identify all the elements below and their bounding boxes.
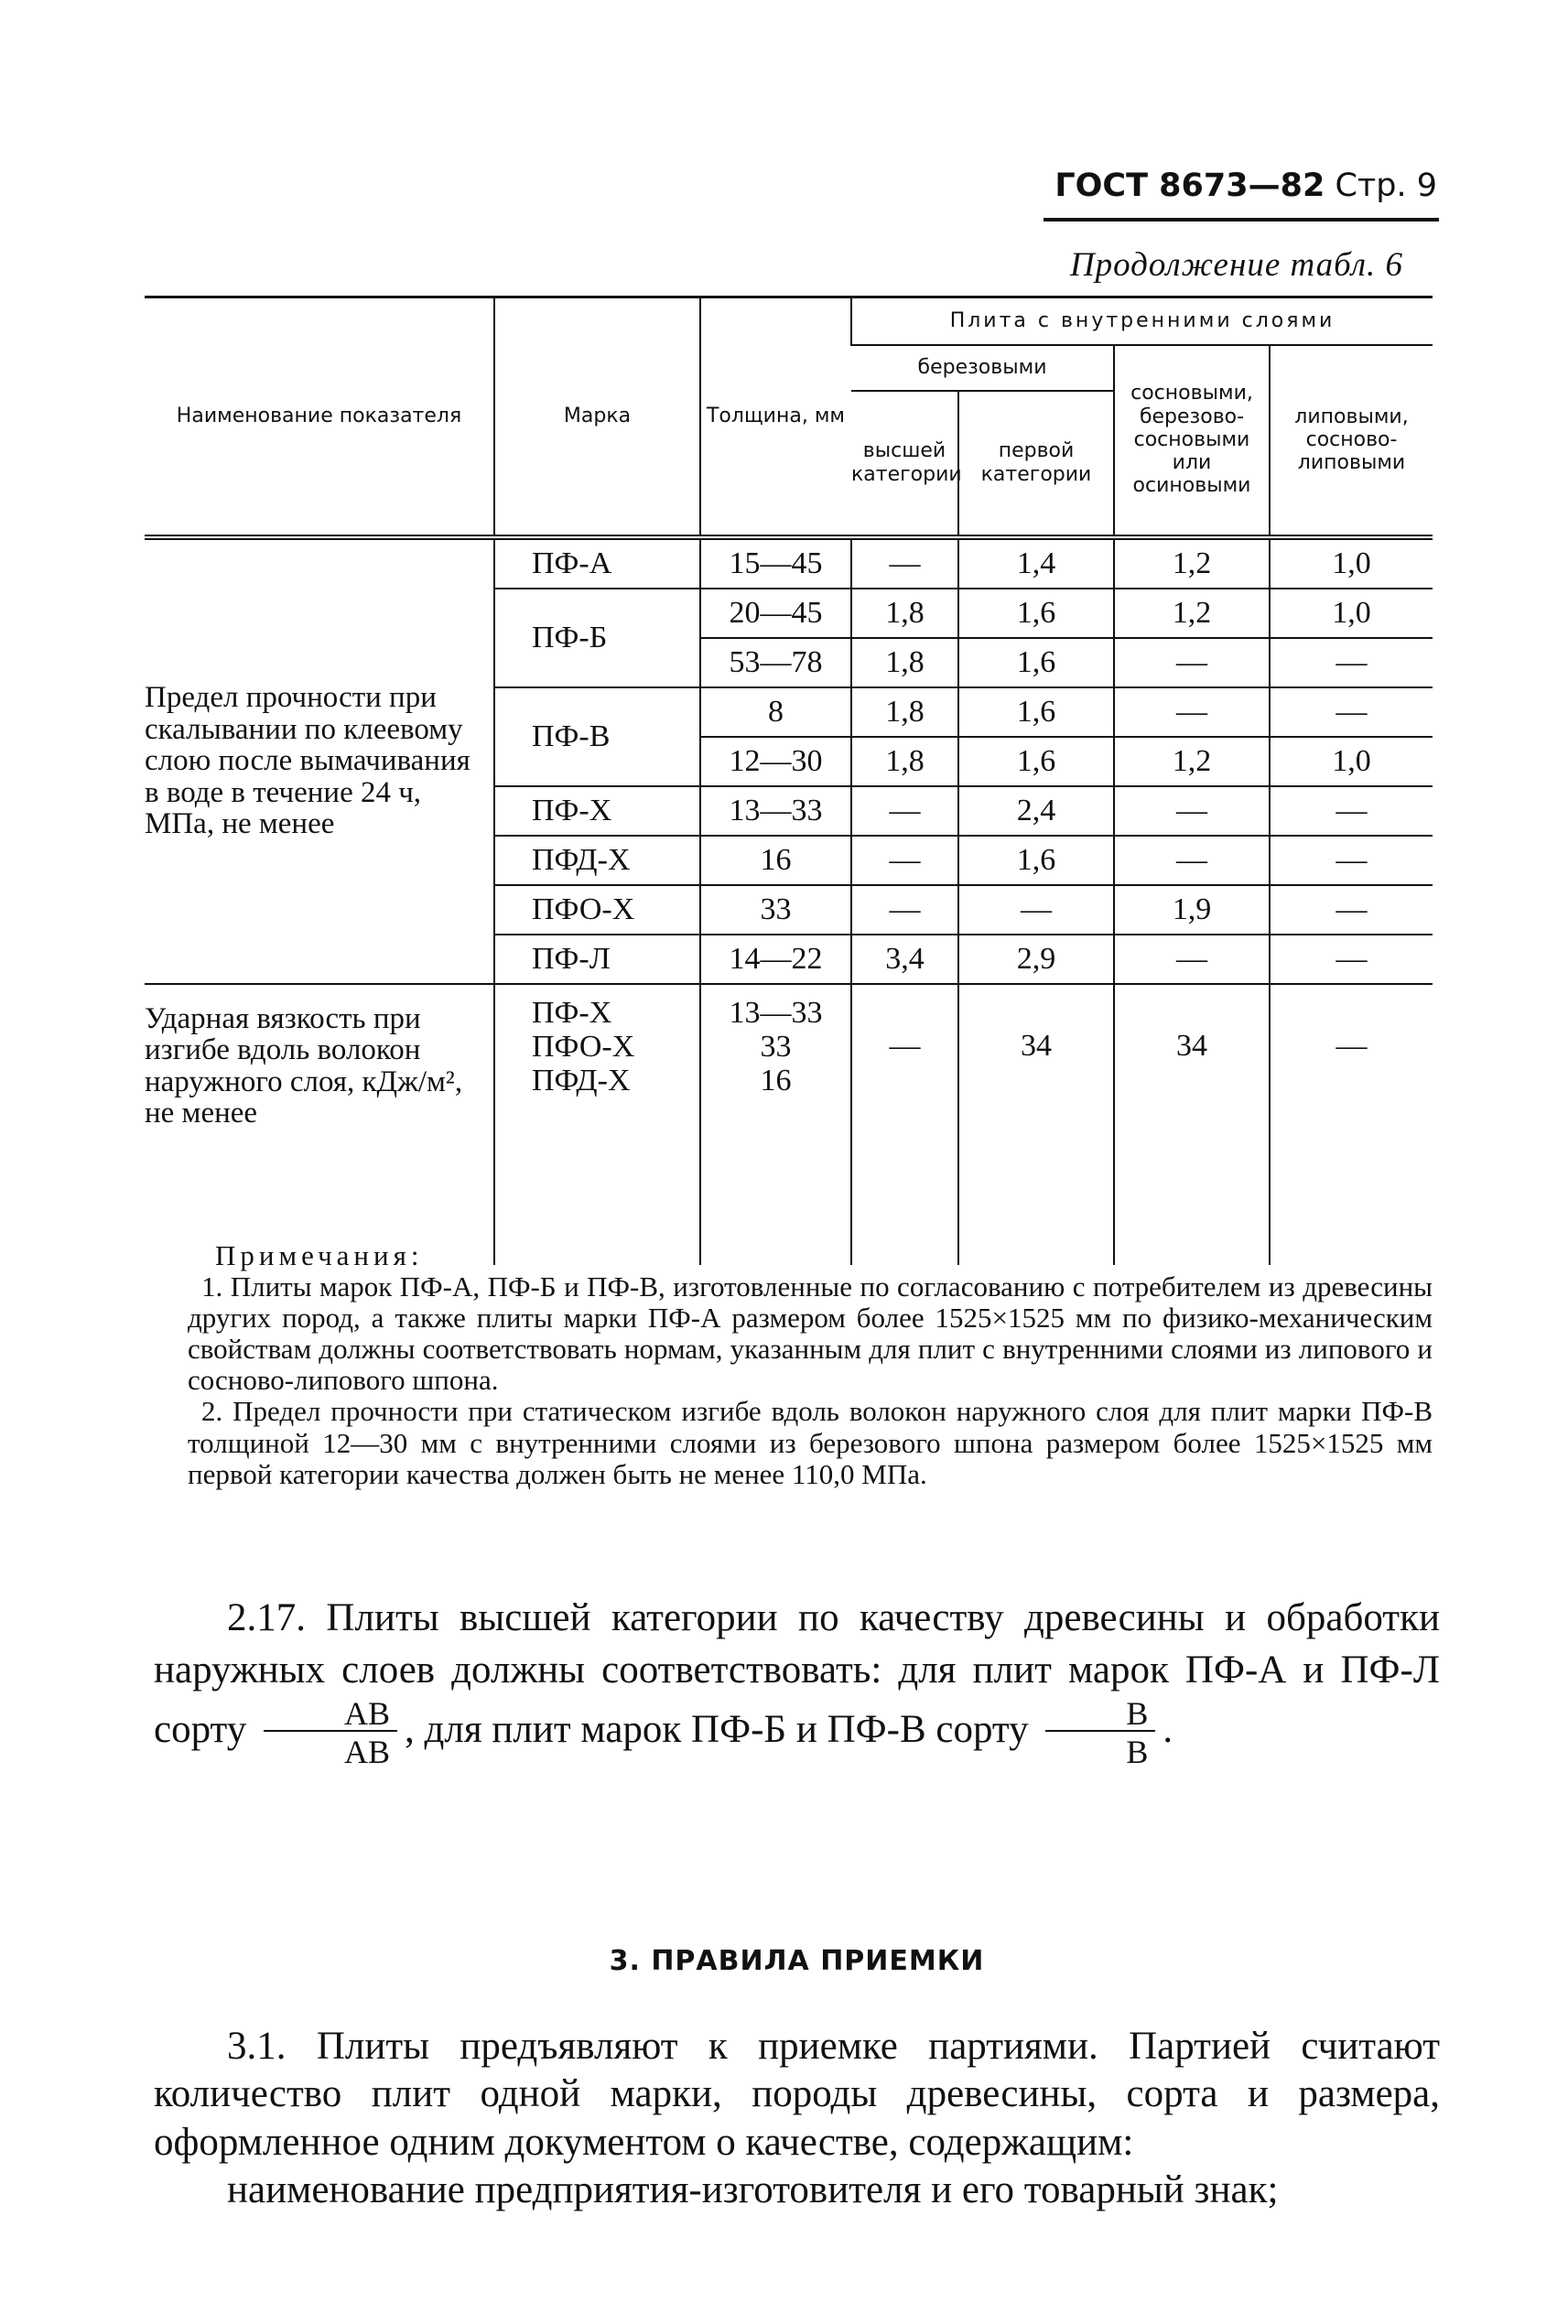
cell-linden: —: [1270, 935, 1433, 984]
col-header-pine: сосновыми, березово-сосновыми или осиновыми: [1114, 345, 1270, 537]
cell-first: 2,9: [958, 935, 1114, 984]
note-1: 1. Плиты марок ПФ-А, ПФ-Б и ПФ-В, изготовленные по согласованию с потребителем из древесины других пород, а также плиты марки ПФ-А размером более 1525×1525 мм по физико-механическим свойствам должны соответствовать нормам, указанным для плит с внутренними слоями из липового и сосново-липового шпона.: [188, 1270, 1433, 1397]
cell-pine: 1,9: [1114, 885, 1270, 935]
indicator-impact-strength: Ударная вязкость при изгибе вдоль волокон наружного слоя, кДж/м², не менее: [145, 1001, 463, 1130]
cell-linden: —: [1270, 984, 1433, 1265]
col-header-first-category: первой категории: [958, 391, 1114, 537]
col-header-top-category: высшей категории: [851, 391, 958, 537]
clause-2-17-text-b: , для плит марок ПФ-Б и ПФ-В сорту: [405, 1707, 1029, 1751]
grade-fraction-ab: [264, 1694, 397, 1770]
cell-mark: ПФ-В: [494, 687, 700, 786]
cell-top: 1,8: [851, 638, 958, 687]
cell-mark: ПФД-Х: [494, 836, 700, 885]
cell-pine: —: [1114, 836, 1270, 885]
cell-top: —: [851, 537, 958, 589]
cell-thickness: 53—78: [700, 638, 851, 687]
cell-top: 1,8: [851, 589, 958, 638]
section-3-body: [154, 2023, 1440, 2215]
table-6: [145, 296, 1433, 1265]
cell-top: —: [851, 836, 958, 885]
header-rule: [1044, 218, 1439, 222]
clause-2-17-text-a: 2.17. Плиты высшей категории по качеству древесины и обработки наружных слоев должны соответствовать: для плит марок ПФ-А и ПФ-Л сорту: [154, 1596, 1440, 1751]
cell-first: 1,6: [958, 737, 1114, 786]
col-header-linden: липовыми, сосново-липовыми: [1270, 345, 1433, 537]
cell-first: 1,6: [958, 589, 1114, 638]
cell-linden: 1,0: [1270, 589, 1433, 638]
cell-pine: —: [1114, 786, 1270, 836]
col-header-birch: березовыми: [851, 345, 1114, 391]
table-notes: [188, 1240, 1433, 1490]
cell-pine: —: [1114, 638, 1270, 687]
cell-thickness: 16: [700, 836, 851, 885]
cell-first: 1,6: [958, 638, 1114, 687]
cell-first: 1,6: [958, 687, 1114, 737]
fraction-numerator: В: [1045, 1697, 1155, 1732]
cell-top: —: [851, 984, 958, 1265]
cell-top: 3,4: [851, 935, 958, 984]
cell-thickness: 13—33: [729, 995, 823, 1030]
indicator-shear-strength: Предел прочности при скалывании по клеевому слою после вымачивания в воде в течение 24 ч, МПа, не менее: [145, 537, 494, 984]
cell-mark: ПФ-Х: [532, 995, 612, 1030]
clause-3-1-item: наименование предприятия-изготовителя и его товарный знак;: [227, 2168, 1279, 2212]
cell-thickness: 15—45: [700, 537, 851, 589]
cell-thickness: 33: [760, 1029, 792, 1064]
cell-linden: —: [1270, 836, 1433, 885]
cell-pine: —: [1114, 935, 1270, 984]
cell-mark: ПФ-А: [494, 537, 700, 589]
page-header: [952, 168, 1437, 204]
table-row: [145, 537, 1433, 589]
clause-3-1: 3.1. Плиты предъявляют к приемке партиями. Партией считают количество плит одной марки, породы древесины, сорта и размера, оформленное одним документом о качестве, содержащим:: [154, 2025, 1440, 2164]
cell-first: —: [958, 885, 1114, 935]
cell-thickness-list: [700, 984, 851, 1265]
cell-linden: —: [1270, 885, 1433, 935]
col-header-mark: Марка: [494, 297, 700, 537]
notes-title: Примечания:: [215, 1239, 424, 1271]
cell-pine: —: [1114, 687, 1270, 737]
fraction-denominator: АВ: [344, 1733, 391, 1770]
cell-first: 34: [958, 984, 1114, 1265]
cell-mark: ПФ-Б: [494, 589, 700, 687]
grade-fraction-b: [1045, 1694, 1155, 1770]
cell-linden: 1,0: [1270, 737, 1433, 786]
cell-top: —: [851, 786, 958, 836]
section-title: 3. ПРАВИЛА ПРИЕМКИ: [609, 1945, 985, 1977]
cell-linden: —: [1270, 638, 1433, 687]
cell-mark: ПФ-Х: [494, 786, 700, 836]
cell-thickness: 13—33: [700, 786, 851, 836]
clause-2-17: [154, 1593, 1440, 1768]
cell-thickness: 33: [700, 885, 851, 935]
fraction-numerator: АВ: [264, 1697, 397, 1732]
cell-first: 1,4: [958, 537, 1114, 589]
fraction-denominator: В: [1126, 1733, 1149, 1770]
cell-pine: 1,2: [1114, 737, 1270, 786]
cell-top: 1,8: [851, 737, 958, 786]
page-number: Стр. 9: [1335, 168, 1437, 204]
col-header-thickness: Толщина, мм: [700, 297, 851, 537]
cell-first: 1,6: [958, 836, 1114, 885]
standard-number: ГОСТ 8673—82: [1054, 168, 1325, 204]
cell-linden: —: [1270, 786, 1433, 836]
col-header-indicator: Наименование показателя: [145, 297, 494, 537]
cell-thickness: 14—22: [700, 935, 851, 984]
cell-top: 1,8: [851, 687, 958, 737]
cell-thickness: 8: [700, 687, 851, 737]
cell-pine: 1,2: [1114, 589, 1270, 638]
cell-thickness: 12—30: [700, 737, 851, 786]
col-header-plate: Плита с внутренними слоями: [851, 297, 1433, 345]
cell-mark: ПФД-Х: [532, 1064, 631, 1098]
cell-thickness: 16: [760, 1064, 792, 1098]
cell-linden: 1,0: [1270, 537, 1433, 589]
cell-linden: —: [1270, 687, 1433, 737]
note-2: 2. Предел прочности при статическом изгибе вдоль волокон наружного слоя для плит марки ПФ-В толщиной 12—30 мм с внутренними слоями из березового шпона размером более 1525×1525 мм первой категории качества должен быть не менее 110,0 МПа.: [188, 1395, 1433, 1490]
table-row: [145, 984, 1433, 1265]
cell-mark: ПФО-Х: [532, 1029, 635, 1064]
cell-top: —: [851, 885, 958, 935]
cell-pine: 34: [1114, 984, 1270, 1265]
cell-mark-list: [494, 984, 700, 1265]
cell-mark: ПФ-Л: [494, 935, 700, 984]
clause-2-17-text-c: .: [1162, 1707, 1173, 1751]
cell-mark: ПФО-Х: [494, 885, 700, 935]
cell-first: 2,4: [958, 786, 1114, 836]
table-continuation-label: Продолжение табл. 6: [1069, 246, 1403, 284]
cell-pine: 1,2: [1114, 537, 1270, 589]
cell-thickness: 20—45: [700, 589, 851, 638]
